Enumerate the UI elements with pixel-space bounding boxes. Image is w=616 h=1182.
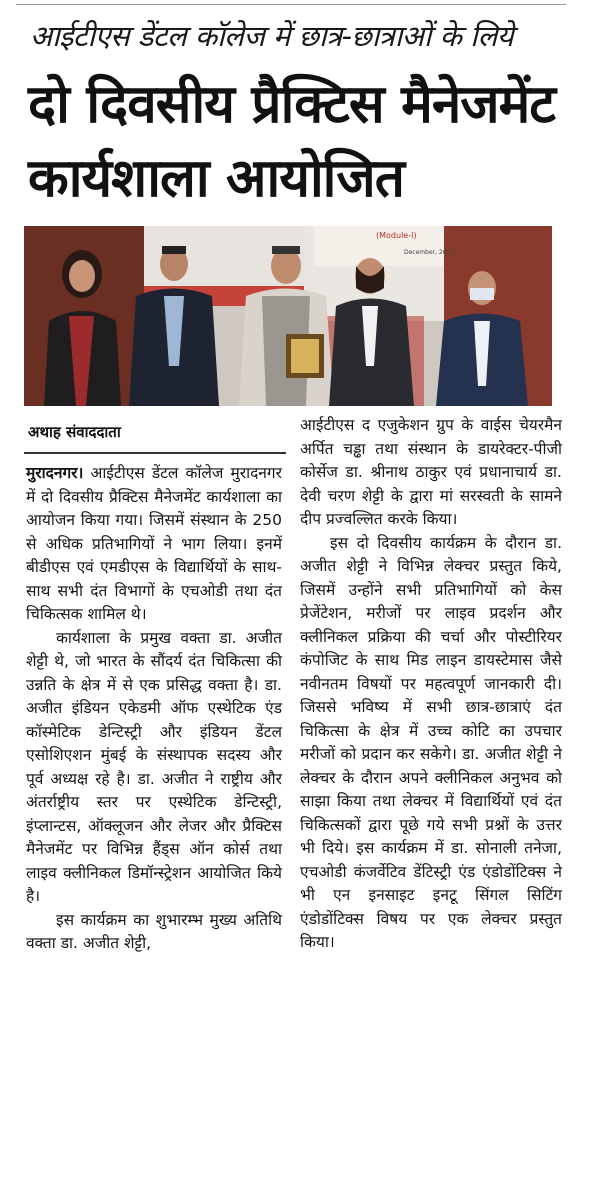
paragraph-3: इस कार्यक्रम का शुभारम्भ मुख्य अतिथि वक्ता डा. अजीत शेट्टी, [26, 910, 282, 952]
dateline: मुरादनगर। [26, 464, 84, 482]
paragraph-2: कार्यशाला के प्रमुख वक्ता डा. अजीत शेट्टी थे, जो भारत के सौंदर्य दंत चिकित्सा की उन्नति के क्षेत्र में से एक प्रसिद्ध वक्ता है। डा. अजीत इंडियन एकेडमी ऑफ एस्थेटिक एंड कॉस्मेटिक डेन्टिस्ट्री और इंडियन डेंटल एसोशिएशन मुंबई के संस्थापक सदस्य और पूर्व अध्यक्ष रहे है। डा. अजीत ने राष्ट्रीय और अंतर्राष्ट्रीय स्तर पर एस्थेटिक डेन्टिस्ट्री, इंप्लान्टस, ऑक्लूजन और लेजर और प्रैक्टिस मैनेजमेंट पर विभिन्न हैंड्स ऑन कोर्स तथा लाइव क्लीनिकल डिमॉन्स्ट्रेशन आयोजित किये है। [26, 628, 282, 905]
paragraph-1 [26, 462, 282, 627]
news-photo [24, 226, 552, 406]
paragraph-5: इस दो दिवसीय कार्यक्रम के दौरान डा. अजीत शेट्टी ने विभिन्न लेक्चर प्रस्तुत किये, जिसमें उन्होंने सभी प्रतिभागियों को केस प्रेजेंटेशन, मरीजों पर लाइव प्रदर्शन और क्लीनिकल प्रक्रिया की चर्चा और पोस्टीरियर कंपोजिट के साथ मिड लाइन डायस्टेमास जैसे नवीनतम विषयों पर महत्वपूर्ण जानकारी दी। जिससे भविष्य में सभी छात्र-छात्राएं दंत चिकित्सा के क्षेत्र में उच्च कोटि का उपचार मरीजों को प्रदान कर सकेगे। डा. अजीत शेट्टी ने लेक्चर के दौरान अपने क्लीनिकल अनुभव को साझा किया तथा लेक्चर में विद्यार्थियों एवं दंत चिकित्सकों द्वारा पूछे गये सभी प्रश्नों के उत्तर भी दिये। इस कार्यक्रम में डा. सोनाली तनेजा, एचओडी कंजर्वेटिव डेंटिस्ट्री एंड एंडोडोंटिक्स ने भी एन इनसाइट इनटू सिंगल सिटिंग एंडोडोंटिक्स विषय पर एक लेक्चर प्रस्तुत किया। [300, 533, 562, 951]
column-right [300, 414, 562, 955]
byline: अथाह संवाददाता [28, 423, 121, 441]
kicker-headline: आईटीएस डेंटल कॉलेज में छात्र-छात्राओं के लिये [30, 19, 514, 53]
paragraph-4: आईटीएस द एजुकेशन ग्रुप के वाईस चेयरमैन अर्पित चड्ढा तथा संस्थान के डायरेक्टर-पीजी कोर्सेज डा. श्रीनाथ ठाकुर एवं प्रधानाचार्य डा. देवी चरण शेट्टी के द्वारा मां सरस्वती के सामने दीप प्रज्वल्लित करके किया। [300, 416, 562, 528]
banner-text-date: December, 2021 [404, 249, 455, 256]
top-rule [16, 4, 566, 5]
paragraph-1-text: आईटीएस डेंटल कॉलेज मुरादनगर में दो दिवसीय प्रैक्टिस मैनेजमेंट कार्यशाला का आयोजन किया गया। जिसमें संस्थान के 250 से अधिक प्रतिभागियों ने भाग लिया। इनमें बीडीएस एवं एमडीएस के विद्यार्थियों के साथ-साथ सभी दंत विभागों के एचओडी तथा दंत चिकित्सक शामिल थे। [26, 464, 282, 623]
byline-rule [24, 452, 286, 454]
event-photo-illustration [24, 226, 552, 406]
column-left [26, 462, 282, 956]
main-headline: दो दिवसीय प्रैक्टिस मैनेजमेंट कार्यशाला आयोजित [28, 74, 556, 209]
banner-text-module: (Module-I) [376, 231, 417, 240]
